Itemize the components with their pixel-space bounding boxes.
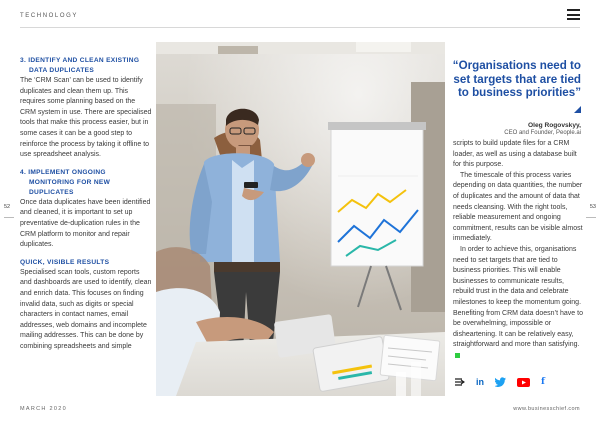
header-divider <box>20 27 580 28</box>
issue-date: MARCH 2020 <box>20 406 67 412</box>
website-link[interactable]: www.businesschief.com <box>513 406 580 412</box>
section-body: Specialised scan tools, custom reports and dashboards are used to identify, clean and enrich data. This focuses on finding invalid data, such as digits or special characters in contact names, email addresses, web domains and incomplete mailing addresses. This can be done by combining spreadsheets and simple <box>20 268 152 350</box>
facebook-icon[interactable]: f <box>541 376 545 387</box>
quote-text: “Organisations need to set targets that are tied to business priorities” <box>452 59 581 100</box>
right-column <box>453 139 583 361</box>
page-number-right: 53 <box>589 204 596 210</box>
section-body: The ‘CRM Scan’ can be used to identify duplicates and clean them up. This requires some planning based on the CRM system in use. There are specialised tools that make this process easier, but in some cases it can be a good step to reinforce the process by taking it offline to use spreadsheet analysis. <box>20 77 152 159</box>
end-of-article-icon <box>455 353 460 358</box>
menu-icon[interactable] <box>567 9 580 20</box>
paragraph: scripts to build update files for a CRM loader, as well as using a database built for this purpose. <box>453 140 577 169</box>
pull-quote <box>449 59 581 136</box>
quote-author-role: CEO and Founder, People.ai <box>504 129 581 136</box>
share-icon[interactable] <box>454 377 465 387</box>
linkedin-icon[interactable]: in <box>476 376 484 387</box>
youtube-icon[interactable] <box>517 378 530 387</box>
section-heading: 4. IMPLEMENT ONGOING MONITORING FOR NEW DUPLICATES <box>20 168 111 196</box>
section-body: Once data duplicates have been identified and cleaned, it is important to set up preventative de-duplication rules in the CRM platform to monitor and repair duplicates. <box>20 198 151 249</box>
twitter-icon[interactable] <box>495 377 506 387</box>
section-label: TECHNOLOGY <box>20 13 79 19</box>
paragraph: In order to achieve this, organisations need to set targets that are tied to business priorities. This will enable businesses to communicate results, rebuild trust in the data and celebrate milestones to keep the momentum going. Benefiting from CRM data doesn’t have to be overwhelming, impossible or disheartening. It can be relatively easy, straightforward and more than satisfying. <box>453 245 583 349</box>
section-heading: 3. IDENTIFY AND CLEAN EXISTING DATA DUPLICATES <box>20 57 140 74</box>
page-number-left: 52 <box>4 204 11 210</box>
page-tick-left <box>4 217 14 218</box>
page-tick-right <box>586 217 596 218</box>
quote-triangle-icon <box>574 106 581 113</box>
article-photo <box>156 42 445 396</box>
left-column <box>20 56 152 352</box>
paragraph: The timescale of this process varies depending on data quantities, the number of duplicates and the amount of data that needs cleansing. With the right tools, reliable measurement and ongoing commitment, results can be visible almost immediately. <box>453 171 583 243</box>
section-heading: QUICK, VISIBLE RESULTS <box>20 258 110 266</box>
social-share-bar <box>454 377 545 387</box>
quote-author-name: Oleg Rogovskyy, <box>527 121 581 129</box>
